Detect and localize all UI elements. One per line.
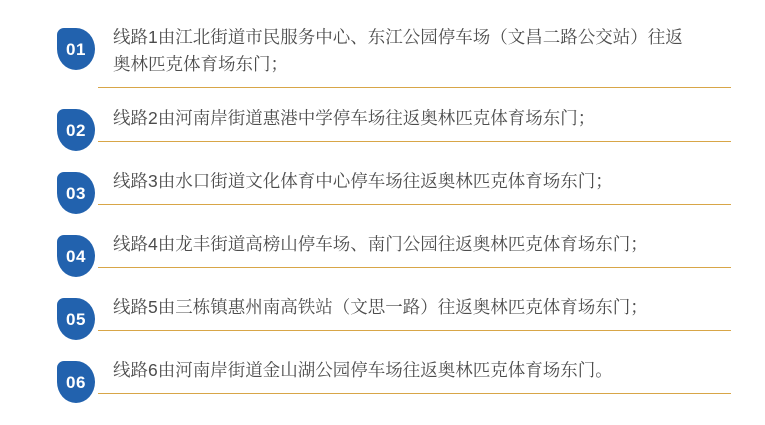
route-item <box>57 361 731 403</box>
route-content <box>98 294 731 331</box>
route-text: 线路4由龙丰街道高榜山停车场、南门公园往返奥林匹克体育场东门； <box>113 234 648 254</box>
route-item <box>57 172 731 214</box>
route-text: 线路2由河南岸街道惠港中学停车场往返奥林匹克体育场东门； <box>113 108 596 128</box>
route-content <box>98 24 731 88</box>
route-text: 线路6由河南岸街道金山湖公园停车场往返奥林匹克体育场东门。 <box>113 360 613 380</box>
route-number: 02 <box>66 121 86 140</box>
route-content <box>98 357 731 394</box>
route-number: 03 <box>66 184 86 203</box>
route-item <box>57 298 731 340</box>
route-content <box>98 231 731 268</box>
route-number-badge <box>57 109 95 151</box>
route-number: 06 <box>66 373 86 392</box>
route-content <box>98 168 731 205</box>
route-text: 线路1由江北街道市民服务中心、东江公园停车场（文昌二路公交站）往返奥林匹克体育场东门； <box>113 27 683 74</box>
route-number-badge <box>57 28 95 70</box>
route-content <box>98 105 731 142</box>
route-item <box>57 235 731 277</box>
route-number-badge <box>57 361 95 403</box>
route-number-badge <box>57 235 95 277</box>
route-number: 05 <box>66 310 86 329</box>
route-number-badge <box>57 172 95 214</box>
route-number: 01 <box>66 40 86 59</box>
route-item <box>57 28 731 88</box>
route-text: 线路5由三栋镇惠州南高铁站（文思一路）往返奥林匹克体育场东门； <box>113 297 648 317</box>
route-item <box>57 109 731 151</box>
route-number-badge <box>57 298 95 340</box>
route-number: 04 <box>66 247 86 266</box>
route-text: 线路3由水口街道文化体育中心停车场往返奥林匹克体育场东门； <box>113 171 613 191</box>
